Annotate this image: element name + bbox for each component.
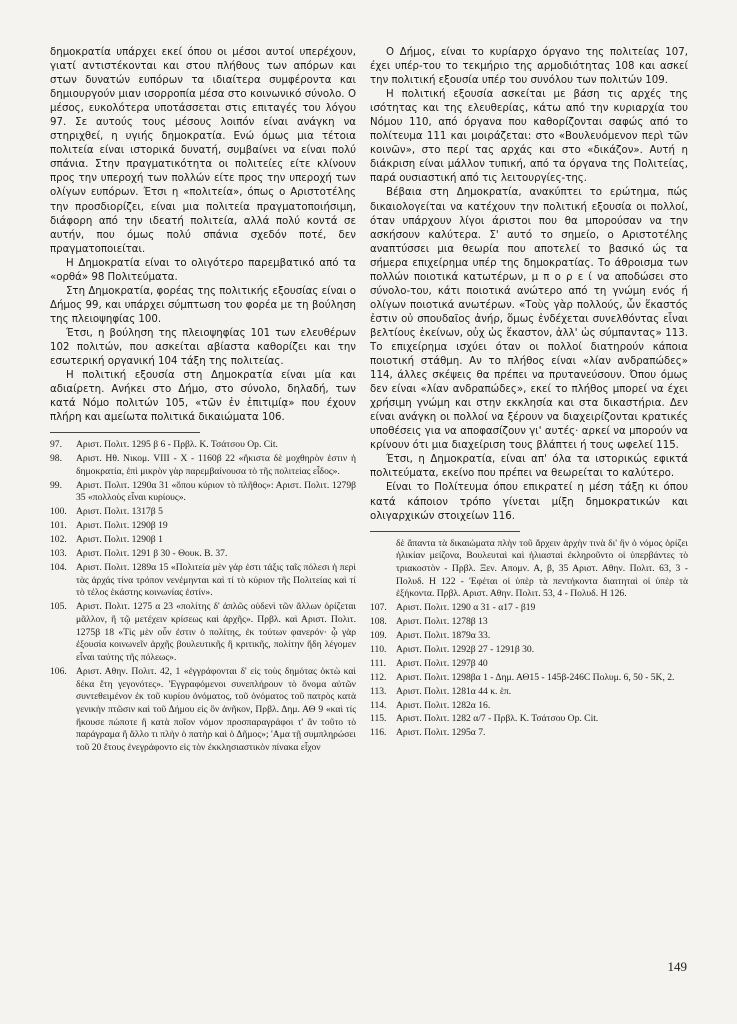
footnote: 104. Αριστ. Πολιτ. 1289α 15 «Πολιτεία μὲν γάρ ἐστι τάξις ταῖς πόλεσι ἡ περὶ τὰς ἀρχάς τίνα τρόπον νενέμηνται καὶ τί τὸ κύριον τῆς Πολιτείας καὶ τί τὸ τέλος ἑκάστης κοινωνίας ἐστίν».	[50, 561, 356, 599]
left-paragraph-4: Έτσι, η βούληση της πλειοψηφίας 101 των ελευθέρων 102 πολιτών, που ασκείται αβίαστα καθορίζει και την εσωτερική οργανική 104 τάξη της πολιτείας.	[50, 327, 356, 368]
left-column	[50, 46, 356, 756]
footnote: 115. Αριστ. Πολιτ. 1282 α/7 - Πρβλ. Κ. Τσάτσου Op. Cit.	[370, 713, 599, 725]
footnote: 109. Αριστ. Πολιτ. 1879α 33.	[370, 630, 491, 642]
footnote: 106. Αριστ. Αθην. Πολιτ. 42, 1 «ἐγγράφονται δ' εἰς τοὺς δημότας ὀκτὼ καὶ δέκα ἔτη γεγονότες». 'Εγγραφόμενοι συνεπλήρουν τὸ ὄνομα αὐτῶν συντεθειμένον ἐκ τοῦ κυρίου ὀνόματος, τοῦ ὀνόματος τοῦ πατρὸς κατὰ γενικὴν πτῶσιν καὶ τοῦ Δήμου εἰς ὃν ἀνῆκον, Πρβλ. Δημ. ΑΘ 9 «καὶ τίς ἤκουσε πώποτε ἢ κατὰ ποῖον νόμον προσπαραγράφοι τ' ἂν τοῦτο τὸ παράγραμα ἢ ἄλλο τι πλὴν ὁ πατὴρ καὶ ὁ Δῆμος»; 'Αμα τῇ συμπληρώσει τοῦ 20 ἔτους ἐνεγράφοντο εἰς τὸν ἐκκλησιαστικὸν πίνακα εἶχον	[50, 665, 356, 754]
left-paragraph-2: Η Δημοκρατία είναι το ολιγότερο παρεμβατικό από τα «ορθά» 98 Πολιτεύματα.	[50, 257, 356, 283]
footnote: 108. Αριστ. Πολιτ. 1278β 13	[370, 616, 488, 628]
footnote: 97. Αριστ. Πολιτ. 1295 β 6 - Πρβλ. Κ. Τσάτσου Op. Cit.	[50, 439, 278, 451]
footnote-separator	[50, 432, 200, 433]
footnote-separator	[370, 531, 520, 532]
right-paragraph-5: Είναι το Πολίτευμα όπου επικρατεί η μέση τάξη κι όπου κατά κάποιον τρόπο γίνεται μίξη δημοκρατικών και ολιγαρχικών στοιχείων 116.	[370, 482, 688, 522]
footnote: 107. Αριστ. Πολιτ. 1290 α 31 - α17 - β19	[370, 602, 536, 614]
footnote: 98. Αριστ. Ηθ. Νικομ. VIII - X - 1160β 22 «ἥκιστα δὲ μοχθηρὸν ἐστιν ἡ δημοκρατία, ἐπὶ μικρὸν γὰρ παρεμβαίνουσα τὸ τῆς πολιτείας εἶδος».	[50, 453, 356, 477]
left-paragraph-5: Η πολιτική εξουσία στη Δημοκρατία είναι μία και αδιαίρετη. Ανήκει στο Δήμο, στο σύνολο, δηλαδή, των κατά Νόμο πολιτών 105, «τῶν ἐν ἐπιτιμίᾳ» που έχουν πλήρη και αμείωτα πολιτικά δικαιώματα 106.	[50, 370, 356, 424]
footnote: 100. Αριστ. Πολιτ. 1317β 5	[50, 506, 163, 518]
footnote: 103. Αριστ. Πολιτ. 1291 β 30 - Θουκ. Β. 37.	[50, 548, 228, 560]
left-paragraph-3: Στη Δημοκρατία, φορέας της πολιτικής εξουσίας είναι ο Δήμος 99, και υπάρχει σύμπτωση του φορέα με τη βούληση της πλειοψηφίας 100.	[50, 285, 356, 325]
footnote-continuation: δὲ ἅπαντα τὰ δικαιώματα πλὴν τοῦ ἄρχειν ἀρχὴν τινὰ δι' ἣν ὁ νόμος ὁρίζει ἡλικίαν μείζονα, Βουλευταὶ καὶ ἡλιασταὶ ἐκληροῦντο οἱ ὑπερβάντες τὸ τριακοστὸν - Πρβλ. Ξεν. Απομν. Α, β, 35 Αριστ. Αθην. Πολιτ. 63, 3 - Πολυδ. Η 122 - 'Εφέται οἱ ὑπὲρ τὰ πεντήκοντα διαιτηταὶ οἱ ὑπὲρ τὰ ἑξήκοντα. Πρβλ. Αριστ. Αθην. Πολιτ. 53, 4 - Πολυδ. Η 126.	[396, 537, 688, 600]
left-paragraph-1: δημοκρατία υπάρχει εκεί όπου οι μέσοι αυτοί υπερέχουν, γιατί αντιστέκονται και στου πλήθους των απόρων και στων δυνατών ευπόρων τα ιδιαίτερα συμφέροντα και δημιουργούν μιαν ισορροπία μέσα στο κοινωνικό σύνολο. Ο μέσος, ευκολότερα υποτάσσεται στις επιταγές του λόγου 97. Σε αυτούς τους μέσους λοιπόν είναι ανάγκη να στηριχθεί, η υγιής δημοκρατία. Ενώ όμως μια τέτοια πολιτεία είναι ιστορικά δυνατή, συμβαίνει να είναι πολύ σπάνια. Στην πραγματικότητα οι πολιτείες είτε κλίνουν προς την υπεροχή των πολλών είτε προς την υπεροχή των ολίγων ευπόρων. Έτσι η «πολιτεία», όπως ο Αριστοτέλης την προσδιορίζει, είναι μια πολιτεία πραγματοποιήσιμη, διάφορη από την ιδεατή πολιτεία, αλλά πολύ κοντά σε αυτήν, που όμως πολύ σπάνια σχεδόν ποτέ, δεν πραγματοποιείται.	[50, 47, 356, 255]
right-paragraph-1: Ο Δήμος, είναι το κυρίαρχο όργανο της πολιτείας 107, έχει υπέρ-του το τεκμήριο της αρμοδιότητας 108 και ασκεί την πολιτική εξουσία υπέρ του συνόλου των πολιτών 109.	[370, 47, 688, 87]
left-footnotes	[50, 439, 356, 755]
right-paragraph-4: Έτσι, η Δημοκρατία, είναι απ' όλα τα ιστορικώς εφικτά πολιτεύματα, εκείνο που πρέπει να θεωρείται το καλύτερο.	[370, 454, 688, 480]
footnote: 113. Αριστ. Πολιτ. 1281α 44 κ. ἑπ.	[370, 685, 512, 697]
footnote: 114. Αριστ. Πολιτ. 1282α 16.	[370, 699, 491, 711]
footnote: 110. Αριστ. Πολιτ. 1292β 27 - 1291β 30.	[370, 643, 535, 655]
footnote: 105. Αριστ. Πολιτ. 1275 α 23 «πολίτης δ' ἁπλῶς οὐδενὶ τῶν ἄλλων ὁρίζεται μᾶλλον, ἢ τῷ μετέχειν κρίσεως καὶ ἀρχῆς». Πρβλ. καὶ Αριστ. Πολιτ. 1275β 18 «Τὶς μὲν οὖν ἐστιν ὁ πολίτης, ἐκ τούτων φανερόν· ᾧ γὰρ ἐξουσία κοινωνεῖν ἀρχῆς βουλευτικῆς ἢ κριτικῆς, πολίτην ἤδη λέγομεν εἶναι ταύτης τῆς πόλεως».	[50, 601, 356, 664]
page-number: 149	[667, 959, 687, 974]
right-footnotes	[370, 538, 688, 740]
footnote: 101. Αριστ. Πολιτ. 1290β 19	[50, 520, 168, 532]
footnote: 116. Αριστ. Πολιτ. 1295α 7.	[370, 727, 486, 739]
right-column	[370, 46, 688, 741]
footnote: 111. Αριστ. Πολιτ. 1297β 40	[370, 657, 488, 669]
footnote: 99. Αριστ. Πολιτ. 1290α 31 «ὅπου κύριον τὸ πλῆθος»: Αριστ. Πολιτ. 1279β 35 «πολλοὺς εἶναι κυρίους».	[50, 479, 356, 504]
right-paragraph-2: Η πολιτική εξουσία ασκείται με βάση τις αρχές της ισότητας και της ελευθερίας, κάτω από την κυριαρχία του Νόμου 110, από όργανα που καθορίζονται σαφώς από το πολίτευμα 111 και μοιράζεται: στο «Βουλευόμενον περὶ τῶν κοινῶν», στο περί τας αρχάς και στο «δικάζον». Αυτή η διάκριση είναι μάλλον τυπική, από τα όργανα της Πολιτείας, παρά ουσιαστική από τις λειτουργίες-της.	[370, 89, 688, 185]
footnote: 112. Αριστ. Πολιτ. 1298βα 1 - Δημ. ΑΘ15 - 145β-246C Πολυμ. 6, 50 - 5Κ, 2.	[370, 671, 675, 683]
right-paragraph-3: Βέβαια στη Δημοκρατία, ανακύπτει το ερώτημα, πώς δικαιολογείται να κατέχουν την πολιτική εξουσία οι πολλοί, όταν υπάρχουν λίγοι άριστοι που θα μπορούσαν να την ασκήσουν καλύτερα. Σ' αυτό το σημείο, ο Αριστοτέλης αναπτύσσει μια θεωρία που αποτελεί το βασικό ώς τα σήμερα επιχείρημα υπέρ της δημοκρατίας. Το άθροισμα των πολλών ποιοτικά κατωτέρων, μ π ο ρ ε ί να αποδώσει στο σύνολο-του, κάτι ποιοτικά ανώτερο από τη γνώμη ενός ή ολίγων ποιοτικά ανωτέρων. «Τοὺς γὰρ πολλούς, ὧν ἕκαστός ἐστιν οὐ σπουδαῖος ἀνήρ, ὅμως ἐνδέχεται συνελθόντας εἶναι βελτίους ἐκείνων, οὐχ ὡς ἕκαστον, ἀλλ' ὡς σύμπαντας» 113. Το επιχείρημα ισχύει όταν οι πολλοί διατηρούν κάποια ποιοτική στάθμη. Αν το πλήθος είναι «λίαν ανδραπώδες» 114, άλλες σκέψεις θα πρέπει να πρυτανεύσουν. Όπου όμως δεν είναι «λίαν ανδραπώδες», εκεί το πλήθος μπορεί να έχει χρήσιμη γνώμη και στην εκκλησία και στα δικαστήρια. Δεν είναι ανάγκη οι πολλοί να ξέρουν να διαχειρίζονται κρατικές υποθέσεις για να αποφασίζουν γι' αυτές· αρκεί να μπορούν να κρίνουν ότι μια διαχείριση τους βλάπτει ή τους ωφελεί 115.	[370, 187, 688, 452]
footnote: 102. Αριστ. Πολιτ. 1290β 1	[50, 534, 163, 546]
